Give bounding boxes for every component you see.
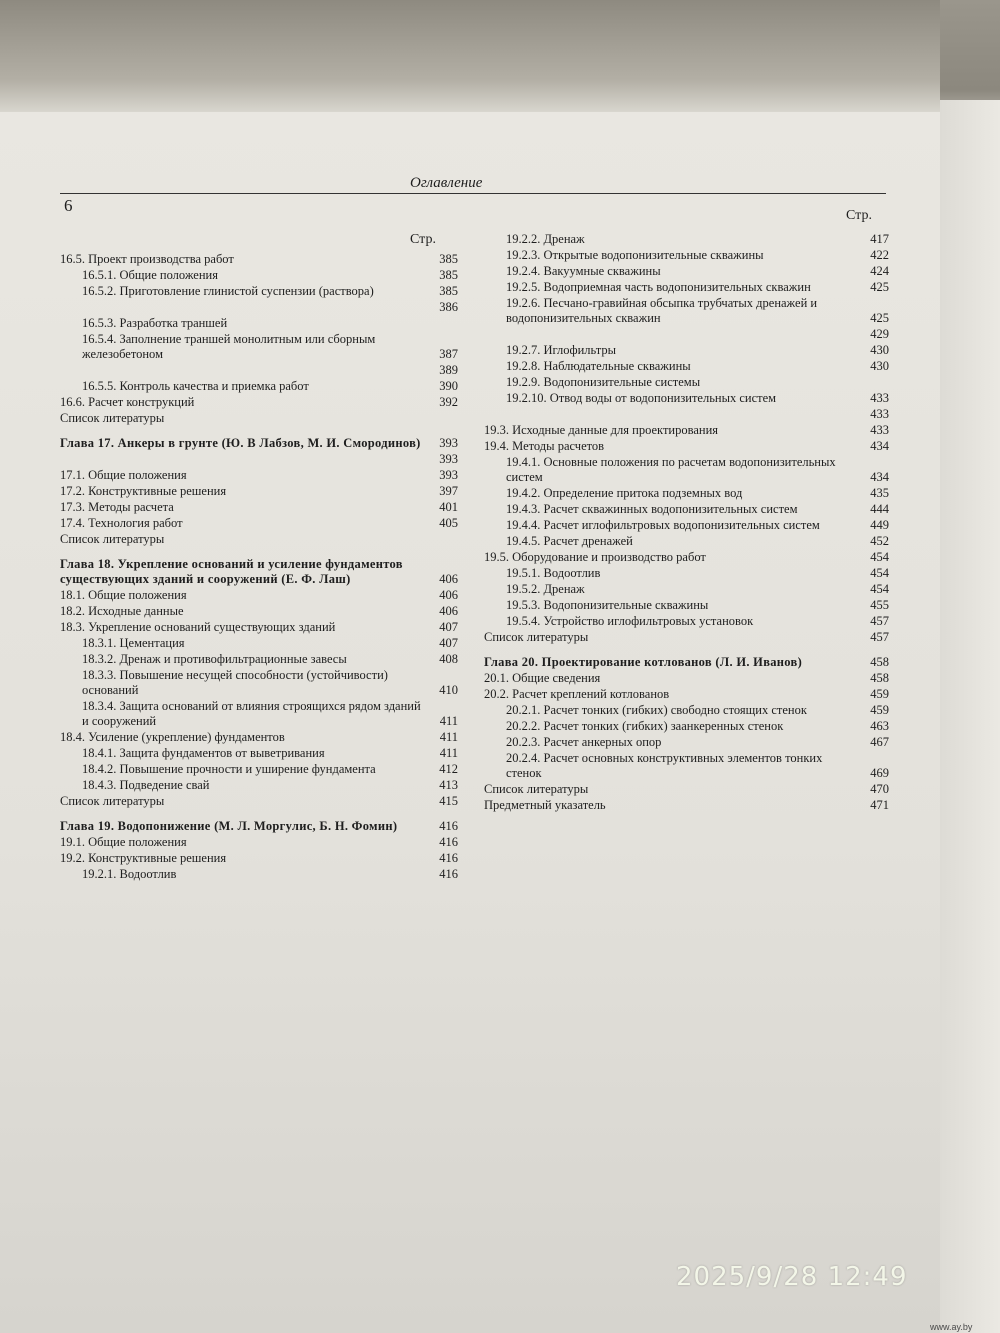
toc-entry-page: 459: [870, 687, 889, 701]
toc-entry: [60, 516, 458, 531]
toc-entry-title: 19.2. Конструктивные решения: [60, 851, 227, 865]
toc-entry-title: 19.2.8. Наблюдательные скважины: [506, 359, 691, 373]
toc-entry-page: 412: [439, 762, 458, 776]
toc-entry-page: 393: [439, 468, 458, 482]
toc-entry-title: 20.2.4. Расчет основных конструктивных элементов тонких стенок: [506, 751, 823, 780]
toc-entry: [484, 550, 889, 565]
toc-entry: [60, 762, 458, 777]
toc-entry-page: 433: [870, 407, 889, 421]
toc-entry-title: 19.4.5. Расчет дренажей: [506, 534, 633, 548]
toc-entry-page: 455: [870, 598, 889, 612]
toc-entry-title: 18.4. Усиление (укрепление) фундаментов: [60, 730, 285, 744]
toc-entry-title: 20.2.2. Расчет тонких (гибких) заанкеренных стенок: [506, 719, 784, 733]
toc-entry: [60, 332, 458, 362]
toc-entry: [60, 620, 458, 635]
toc-entry-page: 392: [439, 395, 458, 409]
toc-entry-page: 416: [439, 835, 458, 849]
toc-entry: [484, 566, 889, 581]
running-header-title: Оглавление: [410, 175, 483, 191]
toc-entry: [60, 557, 458, 587]
toc-entry: [484, 630, 889, 645]
toc-entry-page: 449: [870, 518, 889, 532]
toc-entry: [60, 252, 458, 267]
toc-entry: [484, 232, 889, 247]
toc-entry-page: 469: [870, 766, 889, 780]
toc-entry: [484, 719, 889, 734]
toc-entry: [60, 746, 458, 761]
toc-entry-page: 435: [870, 486, 889, 500]
toc-entry: [484, 439, 889, 454]
toc-entry: [60, 300, 458, 315]
toc-entry-page: 433: [870, 423, 889, 437]
toc-entry: [60, 363, 458, 378]
toc-entry-title: 20.2. Расчет креплений котлованов: [484, 687, 670, 701]
toc-entry-title: 19.5.3. Водопонизительные скважины: [506, 598, 709, 612]
toc-entry-title: 19.2.2. Дренаж: [506, 232, 585, 246]
toc-entry: [484, 455, 889, 485]
toc-entry-page: 454: [870, 550, 889, 564]
toc-entry-title: 16.5.4. Заполнение траншей монолитным или сборным железобетоном: [82, 332, 376, 361]
toc-entry-page: 424: [870, 264, 889, 278]
toc-entry-title: 19.5.4. Устройство иглофильтровых установок: [506, 614, 754, 628]
toc-entry-page: 471: [870, 798, 889, 812]
toc-entry-title: Список литературы: [60, 411, 165, 425]
toc-entry-page: 457: [870, 614, 889, 628]
toc-entry-title: 16.6. Расчет конструкций: [60, 395, 195, 409]
toc-entry-page: 459: [870, 703, 889, 717]
toc-entry-page: 410: [439, 683, 458, 697]
toc-entry: [484, 687, 889, 702]
toc-entry-title: 18.3.2. Дренаж и противофильтрационные завесы: [82, 652, 347, 666]
toc-entry: [60, 500, 458, 515]
toc-entry: [484, 264, 889, 279]
toc-entry: [484, 375, 889, 390]
toc-entry: [60, 268, 458, 283]
toc-entry-page: 385: [439, 284, 458, 298]
toc-entry-title: 19.5.1. Водоотлив: [506, 566, 601, 580]
toc-entry-page: 416: [439, 851, 458, 865]
toc-entry-page: 454: [870, 566, 889, 580]
toc-entry-title: 18.3. Укрепление оснований существующих зданий: [60, 620, 336, 634]
toc-entry-title: Список литературы: [60, 532, 165, 546]
toc-entry: [60, 819, 458, 834]
toc-entry-title: 16.5.3. Разработка траншей: [82, 316, 228, 330]
toc-entry-page: 470: [870, 782, 889, 796]
toc-entry-page: 385: [439, 268, 458, 282]
facing-page-edge: [940, 100, 1000, 1333]
toc-entry: [484, 407, 889, 422]
toc-entry-page: 452: [870, 534, 889, 548]
toc-entry-page: 429: [870, 327, 889, 341]
toc-entry: [484, 248, 889, 263]
toc-entry: [60, 532, 458, 547]
toc-entry: [60, 778, 458, 793]
toc-entry-title: 19.2.7. Иглофильтры: [506, 343, 617, 357]
toc-entry-page: 406: [439, 572, 458, 586]
toc-entry-page: 454: [870, 582, 889, 596]
toc-entry-page: 411: [439, 714, 458, 728]
toc-entry: [484, 423, 889, 438]
left-page-label: Стр.: [410, 232, 436, 247]
toc-entry-page: 407: [439, 620, 458, 634]
toc-entry-title: 17.4. Технология работ: [60, 516, 183, 530]
toc-entry-page: 430: [870, 359, 889, 373]
toc-entry: [60, 794, 458, 809]
section-gap: [60, 810, 458, 819]
toc-entry-title: 20.2.1. Расчет тонких (гибких) свободно стоящих стенок: [506, 703, 807, 717]
toc-entry: [484, 735, 889, 750]
toc-entry-page: 458: [870, 671, 889, 685]
toc-entry-page: 386: [439, 300, 458, 314]
toc-entry: [484, 391, 889, 406]
watermark: www.ay.by: [930, 1322, 973, 1332]
toc-entry-page: 411: [439, 730, 458, 744]
toc-entry-page: 422: [870, 248, 889, 262]
toc-entry-title: 17.2. Конструктивные решения: [60, 484, 227, 498]
toc-entry-page: 463: [870, 719, 889, 733]
book-spine-edge: [0, 0, 940, 112]
toc-entry-page: 397: [439, 484, 458, 498]
toc-entry-title: 19.4.3. Расчет скважинных водопонизительных систем: [506, 502, 798, 516]
toc-entry-page: 457: [870, 630, 889, 644]
toc-entry-title: 18.4.1. Защита фундаментов от выветривания: [82, 746, 325, 760]
toc-entry-title: 19.5. Оборудование и производство работ: [484, 550, 706, 564]
toc-entry: [484, 502, 889, 517]
toc-entry-title: Список литературы: [484, 782, 589, 796]
toc-entry: [484, 614, 889, 629]
toc-entry-page: 416: [439, 867, 458, 881]
toc-entry: [484, 486, 889, 501]
toc-entry-title: 19.2.9. Водопонизительные системы: [506, 375, 701, 389]
toc-entry-page: 434: [870, 439, 889, 453]
toc-entry-page: 385: [439, 252, 458, 266]
toc-entry-title: 19.2.1. Водоотлив: [82, 867, 177, 881]
toc-entry-title: 18.1. Общие положения: [60, 588, 187, 602]
toc-entry-title: 19.4. Методы расчетов: [484, 439, 605, 453]
toc-entry-page: 393: [439, 452, 458, 466]
toc-entry: [60, 867, 458, 882]
toc-entry-page: 434: [870, 470, 889, 484]
toc-entry-page: 416: [439, 819, 458, 833]
toc-entry: [60, 452, 458, 467]
toc-entry: [484, 343, 889, 358]
toc-entry-page: 415: [439, 794, 458, 808]
toc-entry-title: 18.3.1. Цементация: [82, 636, 185, 650]
photo-timestamp: 2025/9/28 12:49: [676, 1262, 908, 1292]
toc-entry-title: 16.5.1. Общие положения: [82, 268, 218, 282]
toc-entry-page: 433: [870, 391, 889, 405]
toc-entry-title: 19.1. Общие положения: [60, 835, 187, 849]
toc-entry: [484, 582, 889, 597]
toc-entry-page: 444: [870, 502, 889, 516]
toc-entry: [60, 730, 458, 745]
toc-entry: [484, 280, 889, 295]
toc-entry-title: 19.5.2. Дренаж: [506, 582, 585, 596]
toc-entry-page: 408: [439, 652, 458, 666]
right-page-label: Стр.: [846, 208, 872, 223]
toc-entry-title: 19.3. Исходные данные для проектирования: [484, 423, 719, 437]
toc-entry: [60, 851, 458, 866]
toc-entry-title: 19.4.2. Определение притока подземных вод: [506, 486, 743, 500]
toc-entry-page: 467: [870, 735, 889, 749]
toc-entry-page: 458: [870, 655, 889, 669]
toc-entry-title: 17.1. Общие положения: [60, 468, 187, 482]
toc-entry: [484, 703, 889, 718]
toc-entry: [60, 636, 458, 651]
toc-entry-title: Список литературы: [60, 794, 165, 808]
toc-entry-page: 405: [439, 516, 458, 530]
toc-entry: [484, 655, 889, 670]
section-gap: [484, 646, 889, 655]
toc-entry: [60, 284, 458, 299]
toc-entry: [484, 359, 889, 374]
toc-entry: [484, 598, 889, 613]
toc-entry: [60, 835, 458, 850]
toc-entry: [60, 411, 458, 426]
toc-entry-title: 18.2. Исходные данные: [60, 604, 184, 618]
section-gap: [60, 427, 458, 436]
toc-entry-page: 425: [870, 311, 889, 325]
header-rule: [60, 193, 886, 194]
toc-entry-title: Глава 17. Анкеры в грунте (Ю. В Лабзов, М. И. Смородинов): [60, 436, 421, 450]
toc-entry: [60, 699, 458, 729]
toc-entry: [484, 782, 889, 797]
toc-entry-page: 389: [439, 363, 458, 377]
toc-entry-title: 18.4.2. Повышение прочности и уширение фундамента: [82, 762, 376, 776]
toc-entry-title: 19.2.3. Открытые водопонизительные скважины: [506, 248, 764, 262]
toc-entry-page: 425: [870, 280, 889, 294]
toc-entry: [60, 588, 458, 603]
toc-entry-page: 393: [439, 436, 458, 450]
toc-entry: [60, 395, 458, 410]
toc-entry-title: 20.2.3. Расчет анкерных опор: [506, 735, 662, 749]
toc-entry-title: 19.2.4. Вакуумные скважины: [506, 264, 661, 278]
toc-entry-page: 417: [870, 232, 889, 246]
section-gap: [60, 548, 458, 557]
toc-entry-title: 16.5.2. Приготовление глинистой суспензии (раствора): [82, 284, 374, 298]
toc-entry-page: 407: [439, 636, 458, 650]
toc-entry-page: 401: [439, 500, 458, 514]
toc-entry: [484, 534, 889, 549]
toc-entry-page: 387: [439, 347, 458, 361]
toc-entry-page: 413: [439, 778, 458, 792]
toc-entry: [484, 798, 889, 813]
toc-entry-title: 19.4.1. Основные положения по расчетам водопонизительных систем: [506, 455, 836, 484]
toc-right-column: [484, 232, 889, 814]
toc-entry-title: Предметный указатель: [484, 798, 606, 812]
toc-entry: [60, 652, 458, 667]
toc-entry-title: 17.3. Методы расчета: [60, 500, 174, 514]
toc-entry-title: Глава 19. Водопонижение (М. Л. Моргулис, Б. Н. Фомин): [60, 819, 398, 833]
toc-entry-title: Глава 20. Проектирование котлованов (Л. И. Иванов): [484, 655, 803, 669]
toc-entry-title: Список литературы: [484, 630, 589, 644]
toc-entry-title: 19.2.6. Песчано-гравийная обсыпка трубчатых дренажей и водопонизительных скважин: [506, 296, 818, 325]
toc-entry: [484, 296, 889, 326]
toc-entry-title: 20.1. Общие сведения: [484, 671, 601, 685]
toc-entry: [60, 668, 458, 698]
toc-entry: [60, 604, 458, 619]
toc-entry-title: 16.5.5. Контроль качества и приемка работ: [82, 379, 309, 393]
toc-entry: [60, 316, 458, 331]
toc-entry: [60, 379, 458, 394]
toc-entry: [60, 484, 458, 499]
toc-entry-page: 430: [870, 343, 889, 357]
toc-entry: [484, 518, 889, 533]
toc-left-column: [60, 252, 458, 883]
toc-entry: [60, 468, 458, 483]
toc-entry: [484, 751, 889, 781]
toc-entry-page: 406: [439, 604, 458, 618]
toc-entry-title: 18.3.3. Повышение несущей способности (устойчивости) оснований: [82, 668, 388, 697]
toc-entry-page: 411: [439, 746, 458, 760]
toc-entry-title: Глава 18. Укрепление оснований и усиление фундаментов существующих зданий и сооружений (Е. Ф. Лаш): [60, 557, 403, 586]
toc-entry-title: 16.5. Проект производства работ: [60, 252, 234, 266]
page-number: 6: [64, 196, 73, 215]
toc-entry-title: 19.4.4. Расчет иглофильтровых водопонизительных систем: [506, 518, 820, 532]
toc-entry-title: 19.2.10. Отвод воды от водопонизительных систем: [506, 391, 777, 405]
toc-entry: [484, 671, 889, 686]
toc-entry: [484, 327, 889, 342]
toc-entry-title: 18.4.3. Подведение свай: [82, 778, 210, 792]
toc-entry: [60, 436, 458, 451]
toc-entry-page: 406: [439, 588, 458, 602]
toc-entry-title: 18.3.4. Защита оснований от влияния строящихся рядом зданий и сооружений: [82, 699, 421, 728]
toc-entry-title: 19.2.5. Водоприемная часть водопонизительных скважин: [506, 280, 811, 294]
toc-entry-page: 390: [439, 379, 458, 393]
